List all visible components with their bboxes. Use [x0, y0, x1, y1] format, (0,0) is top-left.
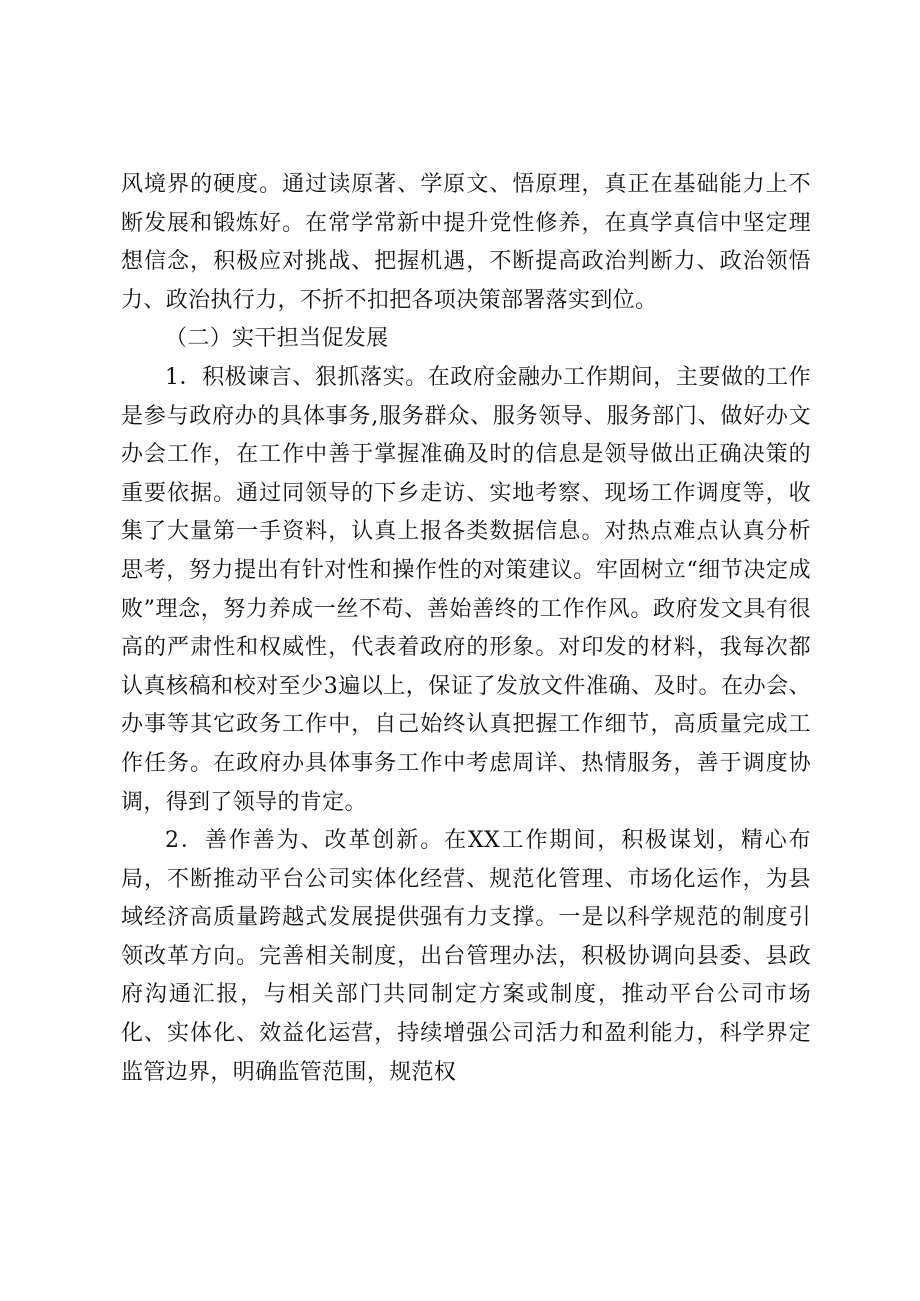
document-body	[121, 166, 811, 1092]
section-heading: （二）实干担当促发展	[165, 326, 389, 352]
paragraph-item-2: 2．善作善为、改革创新。在XX工作期间，积极谋划，精心布局，不断推动平台公司实体化经营、规范化管理、市场化运作，为县域经济高质量跨越式发展提供强有力支撑。一是以科学规范的制度引领改革方向。完善相关制度，出台管理办法，积极协调向县委、县政府沟通汇报，与相关部门共同制定方案或制度，推动平台公司市场化、实体化、效益化运营，持续增强公司活力和盈利能力，科学界定监管边界，明确监管范围，规范权	[121, 828, 811, 1085]
paragraph-continuation: 风境界的硬度。通过读原著、学原文、悟原理，真正在基础能力上不断发展和锻炼好。在常学常新中提升党性修养，在真学真信中坚定理想信念，积极应对挑战、把握机遇，不断提高政治判断力、政治领悟力、政治执行力，不折不扣把各项决策部署落实到位。	[121, 172, 811, 313]
paragraph-item-1: 1．积极谏言、狠抓落实。在政府金融办工作期间，主要做的工作是参与政府办的具体事务,服务群众、服务领导、服务部门、做好办文办会工作，在工作中善于掌握准确及时的信息是领导做出正确决策的重要依据。通过同领导的下乡走访、实地考察、现场工作调度等，收集了大量第一手资料，认真上报各类数据信息。对热点难点认真分析思考，努力提出有针对性和操作性的对策建议。牢固树立“细节决定成败”理念，努力养成一丝不苟、善始善终的工作作风。政府发文具有很高的严肃性和权威性，代表着政府的形象。对印发的材料，我每次都认真核稿和校对至少3遍以上，保证了发放文件准确、及时。在办会、办事等其它政务工作中，自己始终认真把握工作细节，高质量完成工作任务。在政府办具体事务工作中考虑周详、热情服务，善于调度协调，得到了领导的肯定。	[121, 364, 811, 815]
